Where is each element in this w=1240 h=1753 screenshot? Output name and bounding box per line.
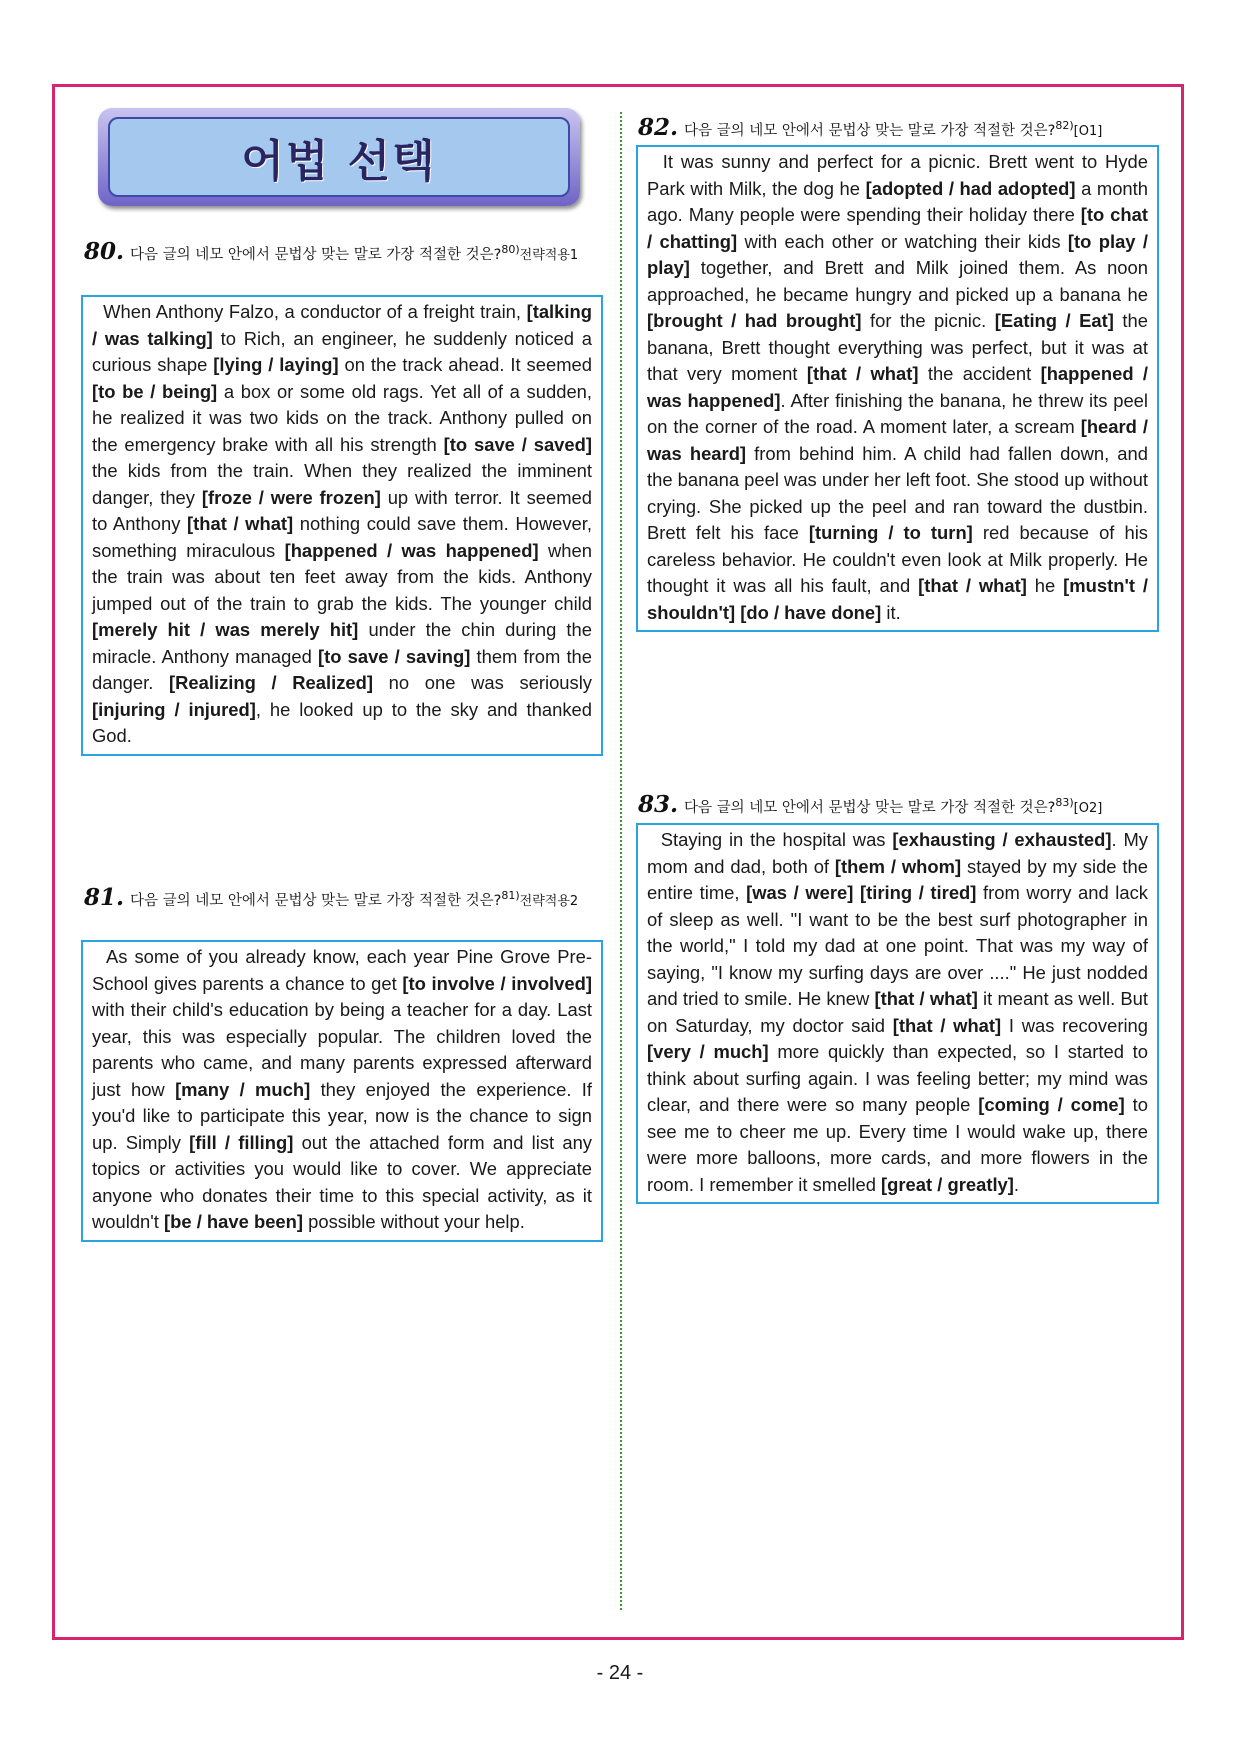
choice-bracket: [Eating / Eat] xyxy=(994,310,1114,331)
choice-bracket: [tiring / tired] xyxy=(860,882,977,903)
choice-bracket: [turning / to turn] xyxy=(808,522,973,543)
question-number: 80. xyxy=(84,237,125,265)
choice-bracket: [that / what] xyxy=(874,988,978,1009)
passage-text xyxy=(853,882,860,903)
title-banner-inner xyxy=(108,117,570,197)
passage-text: from behind him. A child had fallen down, and the banana peel was under her left foot. She stood up without crying. She picked up the peel and ran toward the dustbin. Brett felt his face xyxy=(647,442,1148,543)
choice-bracket: [them / whom] xyxy=(834,855,962,877)
passage-text: . My mom and dad, both of xyxy=(647,829,1149,877)
choice-bracket: [to save / saved] xyxy=(443,433,592,455)
passage-text: with each other or watching their kids xyxy=(737,230,1068,252)
passage-text: it. xyxy=(881,601,901,623)
passage-text: Staying in the hospital was xyxy=(660,829,893,850)
page-number: - 24 - xyxy=(596,1662,644,1684)
choice-bracket: [be / have been] xyxy=(164,1211,304,1232)
choice-bracket: [many / much] xyxy=(175,1078,311,1100)
passage-text: out the attached form and list any topics or activities you would like to cover. We appreciate anyone who donates their time to this special activity, as it wouldn't xyxy=(92,1131,593,1232)
passage-text: when the train was about ten feet away from the kids. Anthony jumped out of the train to grab the kids. The younger child xyxy=(92,539,592,614)
question-81-passage xyxy=(81,940,603,1242)
passage-text: . xyxy=(1013,1173,1020,1195)
question-82-header xyxy=(638,114,1178,144)
choice-bracket: [great / greatly] xyxy=(881,1173,1014,1195)
choice-bracket: [adopted / had adopted] xyxy=(865,177,1076,199)
choice-bracket: [that / what] xyxy=(918,575,1027,596)
passage-text: under the chin during the miracle. Anthony managed xyxy=(92,619,592,667)
passage-text: As some of you already know, each year Pine Grove Pre-School gives parents a chance to get xyxy=(92,946,592,994)
question-footnote-ref: 80) xyxy=(501,243,520,256)
question-number: 81. xyxy=(84,883,125,911)
choice-bracket: [talking / was talking] xyxy=(92,301,592,349)
question-source-tag: 전략적용2 xyxy=(519,893,579,909)
choice-bracket: [to be / being] xyxy=(92,380,218,402)
passage-text: It was sunny and perfect for a picnic. Brett went to Hyde Park with Milk, the dog he xyxy=(647,151,1148,199)
passage-text: they enjoyed the experience. If you'd like to participate this year, now is the chance to sign up. Simply xyxy=(92,1078,593,1153)
question-80-header xyxy=(84,238,604,268)
choice-bracket: [exhausting / exhausted] xyxy=(892,829,1112,850)
question-instruction: 다음 글의 네모 안에서 문법상 맞는 말로 가장 적절한 것은? xyxy=(684,799,1056,816)
passage-text: nothing could save them. However, something miraculous xyxy=(92,513,592,561)
passage-text: up with terror. It seemed to Anthony xyxy=(92,486,593,534)
question-81-header xyxy=(84,884,604,914)
question-number: 83. xyxy=(638,790,679,818)
question-source-tag: [O2] xyxy=(1073,800,1103,816)
question-instruction: 다음 글의 네모 안에서 문법상 맞는 말로 가장 적절한 것은? xyxy=(130,246,502,263)
passage-text: stayed by my side the entire time, xyxy=(647,855,1148,903)
passage-text: from worry and lack of sleep as well. "I want to be the best surf photographer in the world," I told my dad at one point. That was my way of saying, "I know my surfing days are over ...." He just nodded and tried to smile. He knew xyxy=(647,882,1149,1009)
question-source-tag: [O1] xyxy=(1073,123,1103,139)
choice-bracket: [happened / was happened] xyxy=(284,539,539,561)
passage-text: on the track ahead. It seemed xyxy=(338,354,592,375)
passage-text: them from the danger. xyxy=(92,645,593,693)
choice-bracket: [happened / was happened] xyxy=(647,363,1148,411)
question-footnote-ref: 83) xyxy=(1055,796,1074,809)
choice-bracket: [to involve / involved] xyxy=(402,972,592,994)
passage-text: for the picnic. xyxy=(861,310,995,331)
choice-bracket: [very / much] xyxy=(647,1041,769,1062)
choice-bracket: [to play / play] xyxy=(647,230,1148,278)
passage-text: the kids from the train. When they realized the imminent danger, they xyxy=(92,460,592,508)
passage-text: no one was seriously xyxy=(373,672,593,693)
passage-text: possible without your help. xyxy=(303,1211,525,1232)
passage-text: When Anthony Falzo, a conductor of a freight train, xyxy=(103,301,527,322)
choice-bracket: [to save / saving] xyxy=(317,645,471,667)
choice-bracket: [injuring / injured] xyxy=(92,698,256,720)
choice-bracket: [mustn't / shouldn't] xyxy=(647,575,1148,623)
passage-text: a month ago. Many people were spending their holiday there xyxy=(647,177,1148,225)
question-number: 82. xyxy=(638,113,679,141)
question-82-passage xyxy=(636,145,1159,632)
choice-bracket: [that / what] xyxy=(806,363,919,384)
question-source-tag: 전략적용1 xyxy=(519,247,579,263)
passage-text: the accident xyxy=(918,363,1041,384)
passage-text: a box or some old rags. Yet all of a sudden, he realized it was two kids on the track. Anthony pulled on the emergency brake with all his strength xyxy=(92,380,593,455)
title-banner xyxy=(98,108,580,206)
choice-bracket: [brought / had brought] xyxy=(647,310,862,331)
choice-bracket: [coming / come] xyxy=(978,1094,1125,1115)
choice-bracket: [was / were] xyxy=(746,882,854,903)
choice-bracket: [that / what] xyxy=(187,513,294,534)
question-80-passage xyxy=(81,295,603,756)
choice-bracket: [do / have done] xyxy=(740,601,882,623)
passage-text: . After finishing the banana, he threw its peel on the corner of the road. A moment later, a scream xyxy=(647,389,1148,437)
passage-text: to Rich, an engineer, he suddenly noticed a curious shape xyxy=(92,327,592,375)
question-83-passage xyxy=(636,823,1159,1204)
passage-text: the banana, Brett thought everything was perfect, but it was at that very moment xyxy=(647,310,1148,384)
passage-text: with their child's education by being a teacher for a day. Last year, this was especially popular. The children loved the parents who came, and many parents expressed afterward just how xyxy=(92,999,592,1100)
passage-text: red because of his careless behavior. He couldn't even look at Milk properly. He thought it was all his fault, and xyxy=(647,522,1148,596)
choice-bracket: [Realizing / Realized] xyxy=(169,672,374,693)
question-instruction: 다음 글의 네모 안에서 문법상 맞는 말로 가장 적절한 것은? xyxy=(684,122,1056,139)
choice-bracket: [that / what] xyxy=(892,1014,1002,1036)
passage-text: I was recovering xyxy=(1001,1014,1148,1036)
question-instruction: 다음 글의 네모 안에서 문법상 맞는 말로 가장 적절한 것은? xyxy=(130,892,502,909)
passage-text: it meant as well. But on Saturday, my doctor said xyxy=(647,988,1148,1036)
column-divider xyxy=(620,112,622,1610)
question-83-header xyxy=(638,791,1178,821)
question-footnote-ref: 82) xyxy=(1055,119,1074,132)
passage-text: together, and Brett and Milk joined them. As noon approached, he became hungry and picked up a banana he xyxy=(647,257,1148,305)
choice-bracket: [froze / were frozen] xyxy=(201,486,381,508)
choice-bracket: [fill / filling] xyxy=(189,1131,294,1153)
question-footnote-ref: 81) xyxy=(501,889,520,902)
choice-bracket: [merely hit / was merely hit] xyxy=(92,619,359,640)
choice-bracket: [heard / was heard] xyxy=(647,416,1148,464)
page-title: 어법 선택 xyxy=(241,136,437,187)
passage-text: to see me to cheer me up. Every time I would wake up, there were more balloons, more cards, and more flowers in the room. I remember it smelled xyxy=(647,1094,1149,1195)
choice-bracket: [to chat / chatting] xyxy=(647,204,1148,252)
passage-text: more quickly than expected, so I started to think about surfing again. I was feeling better; my mind was clear, and there were so many people xyxy=(647,1041,1148,1115)
passage-text: , he looked up to the sky and thanked God. xyxy=(92,698,592,746)
passage-text: he xyxy=(1026,575,1064,596)
choice-bracket: [lying / laying] xyxy=(213,354,339,375)
